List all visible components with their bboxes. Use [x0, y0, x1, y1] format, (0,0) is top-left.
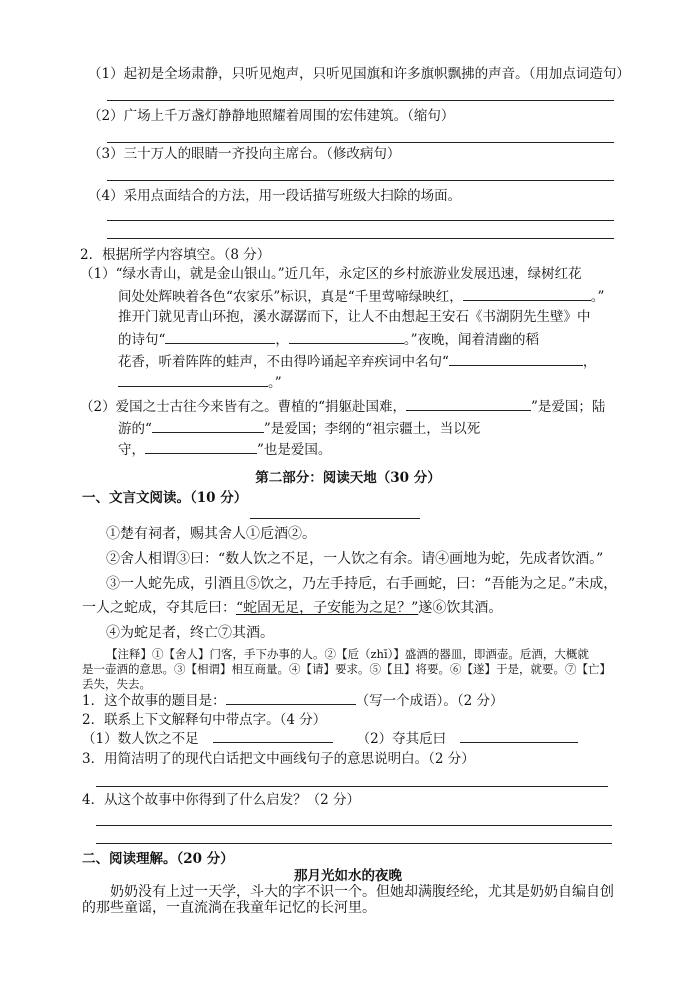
annotation-line-2: 是一壶酒的意思。③【相谓】相互商量。④【请】要求。⑤【且】将要。⑥【遂】于是，就要。⑦【亡】 — [82, 662, 611, 676]
fill-title: 2．根据所学内容填空。（8 分） — [80, 247, 271, 263]
text: 。” — [268, 375, 282, 391]
section2-title: 二、阅读理解。（20 分） — [82, 851, 234, 867]
fill-2-line-a — [80, 398, 605, 415]
text: （2）夺其卮曰 — [356, 731, 447, 747]
idiom-blank[interactable] — [226, 692, 356, 705]
answer-line[interactable] — [96, 825, 612, 826]
fill-1-line-c: 推开门就见青山环抱，溪水潺潺而下，让人不由想起王安石《书湖阴先生壁》中 — [118, 309, 591, 325]
story-line-1: 奶奶没有上过一天学，斗大的字不识一个。但她却满腹经纶，尤其是奶奶自编自创 — [110, 884, 614, 900]
fill-1-line-a: （1）“绿水青山，就是金山银山。”近几年，永定区的乡村旅游业发展迅速，绿树红花 — [80, 266, 582, 282]
fill-blank[interactable] — [165, 331, 275, 344]
classical-paragraph-3-cont — [82, 600, 502, 616]
text: 游的“ — [118, 421, 152, 437]
answer-line[interactable] — [96, 843, 612, 844]
annotation-line-1: 【注释】①【舍人】门客，手下办事的人。②【卮（zhī）】盛酒的器皿，即酒壶。卮酒，大概就 — [106, 647, 589, 661]
underlined-sentence: “蛇固无足，子安能为之足？” — [236, 600, 419, 616]
title-answer-line[interactable] — [250, 518, 420, 519]
reading-q4: 4．从这个故事中你得到了什么启发？（2 分） — [82, 792, 360, 808]
story-title: 那月光如水的夜晚 — [294, 868, 402, 884]
text: ， — [582, 354, 597, 370]
section1-title: 一、文言文阅读。（10 分） — [82, 490, 248, 506]
text: ”是爱国；陆 — [531, 399, 606, 415]
fill-1-line-f — [118, 374, 282, 391]
text: 一人之蛇成，夺其卮曰： — [82, 600, 236, 616]
fill-blank[interactable] — [118, 374, 268, 387]
part2-heading: 第二部分：阅读天地（30 分） — [255, 470, 441, 486]
fill-1-line-b — [118, 288, 604, 305]
fill-blank[interactable] — [152, 420, 264, 433]
text: 遂⑥饮其酒。 — [418, 600, 503, 616]
text: 花香，听着阵阵的蛙声，不由得吟诵起辛弃疾词中名句“ — [118, 354, 449, 370]
answer-line[interactable] — [96, 786, 608, 787]
answer-line[interactable] — [107, 100, 614, 101]
fill-1-line-e — [118, 353, 596, 370]
text: 。”夜晚，闻着清幽的稻 — [403, 332, 540, 348]
text: ”也是爱国。 — [257, 442, 332, 458]
classical-paragraph-3: ③一人蛇先成，引酒且⑤饮之，乃左手持卮，右手画蛇，曰：“吾能为之足。”未成， — [106, 576, 618, 592]
text: 间处处辉映着各色“农家乐”标识，真是“千里莺啼绿映红， — [118, 289, 463, 305]
explain-blank[interactable] — [460, 730, 578, 743]
text: （写一个成语）。（2 分） — [355, 693, 504, 709]
question-1-1: （1）起初是全场肃静，只听见炮声，只听见国旗和许多旗帜飘拂的声音。（用加点词造句） — [88, 66, 630, 82]
text: ， — [275, 332, 289, 348]
classical-paragraph-2: ②舍人相谓③曰：“数人饮之不足，一人饮之有余。请④画地为蛇，先成者饮酒。” — [106, 551, 604, 567]
story-line-2: 的那些童谣，一直流淌在我童年记忆的长河里。 — [82, 900, 376, 916]
answer-line[interactable] — [107, 220, 614, 221]
question-1-4: （4）采用点面结合的方法，用一段话描写班级大扫除的场面。 — [88, 188, 462, 204]
fill-2-line-c — [118, 441, 331, 458]
fill-blank[interactable] — [449, 353, 583, 366]
explain-blank[interactable] — [213, 730, 333, 743]
text: 1．这个故事的题目是： — [82, 693, 226, 709]
fill-1-line-d — [118, 331, 539, 348]
reading-q1 — [82, 692, 503, 709]
classical-paragraph-1: ①楚有祠者，赐其舍人①卮酒②。 — [106, 526, 316, 542]
question-1-2: （2）广场上千万盏灯静静地照耀着周围的宏伟建筑。（缩句） — [88, 108, 455, 124]
fill-2-line-b — [118, 420, 480, 437]
text: 。” — [590, 289, 605, 305]
reading-q2: 2．联系上下文解释句中带点字。（4 分） — [82, 712, 327, 728]
fill-blank[interactable] — [463, 288, 591, 301]
fill-blank[interactable] — [289, 331, 404, 344]
text: （2）爱国之士古往今来皆有之。曹植的“捐躯赴国难， — [80, 399, 406, 415]
classical-paragraph-4: ④为蛇足者，终亡⑦其酒。 — [106, 625, 274, 641]
question-1-3: （3）三十万人的眼睛一齐投向主席台。（修改病句） — [88, 146, 401, 162]
text: 的诗句“ — [118, 332, 166, 348]
reading-q2-items — [82, 730, 578, 747]
text: （1）数人饮之不足 — [82, 731, 199, 747]
answer-line[interactable] — [107, 180, 614, 181]
answer-line[interactable] — [107, 142, 614, 143]
text: ”是爱国；李纲的“祖宗疆土，当以死 — [263, 421, 481, 437]
answer-line[interactable] — [107, 238, 614, 239]
fill-blank[interactable] — [406, 398, 531, 411]
reading-q3: 3．用简洁明了的现代白话把文中画线句子的意思说明白。（2 分） — [82, 751, 475, 767]
annotation-line-3: 丢失，失去。 — [82, 677, 151, 691]
text: 守， — [118, 442, 145, 458]
fill-blank[interactable] — [145, 441, 257, 454]
